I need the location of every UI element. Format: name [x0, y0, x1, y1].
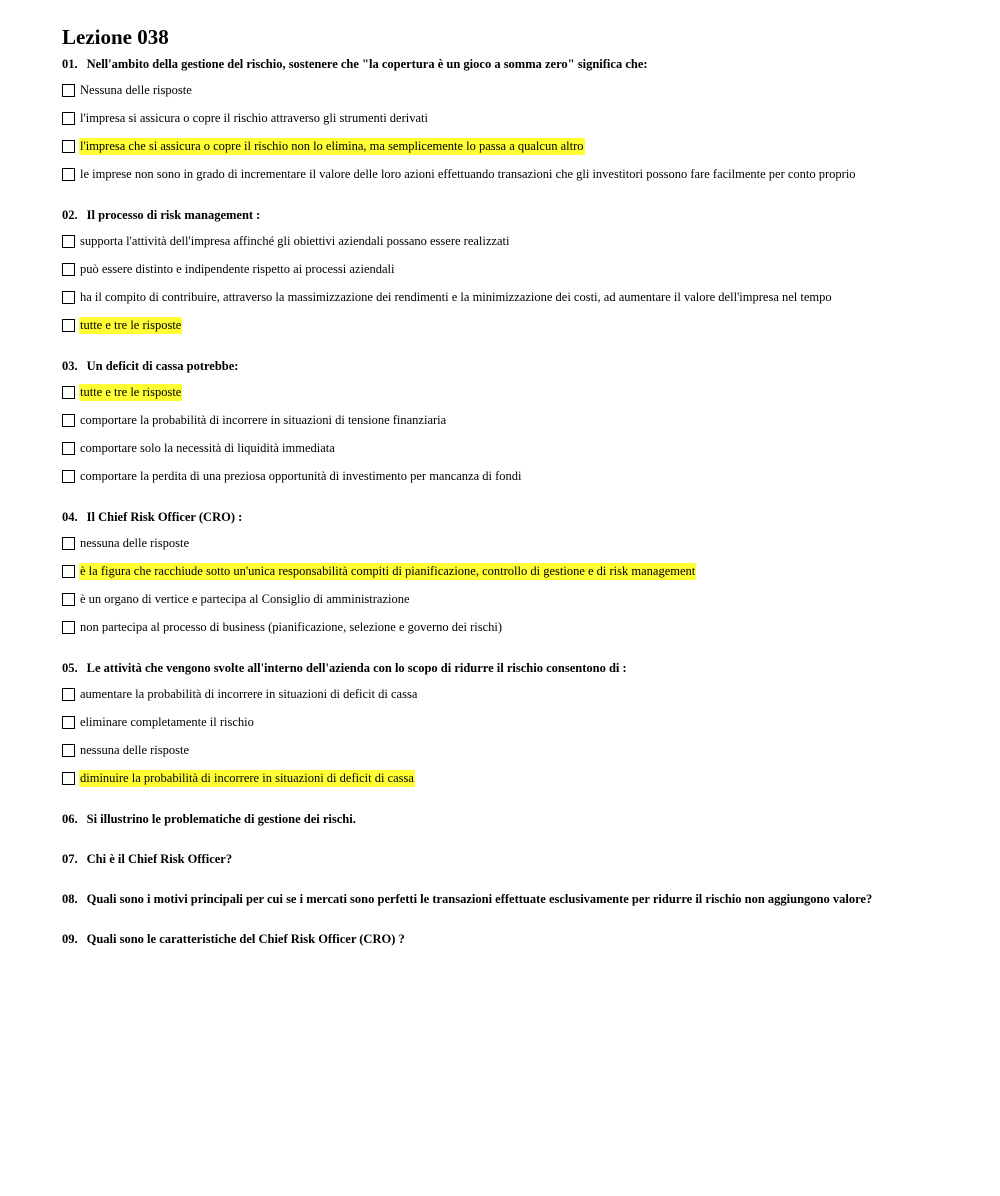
- answer-list-04: [62, 535, 962, 636]
- answer-list-02: [62, 233, 962, 334]
- answer-text: nessuna delle risposte: [80, 536, 190, 550]
- question-text: Quali sono i motivi principali per cui se i mercati sono perfetti le transazioni effettuate esclusivamente per ridurre il rischio non aggiungono valore?: [86, 892, 873, 906]
- question-02: [62, 207, 962, 223]
- answer-option[interactable]: [62, 440, 962, 457]
- checkbox[interactable]: [62, 470, 75, 483]
- answer-option[interactable]: [62, 468, 962, 485]
- question-text: Quali sono le caratteristiche del Chief Risk Officer (CRO) ?: [86, 932, 405, 946]
- document-page: [62, 24, 962, 971]
- answer-option[interactable]: [62, 233, 962, 250]
- answer-text: comportare solo la necessità di liquidità immediata: [80, 441, 335, 455]
- question-number: 07.: [62, 852, 78, 866]
- answer-list-01: [62, 82, 962, 183]
- checkbox[interactable]: [62, 140, 75, 153]
- checkbox[interactable]: [62, 414, 75, 427]
- answer-option[interactable]: [62, 412, 962, 429]
- question-01: [62, 56, 962, 72]
- open-question-07: [62, 851, 962, 867]
- question-text: Le attività che vengono svolte all'interno dell'azienda con lo scopo di ridurre il rischio consentono di :: [86, 661, 627, 675]
- answer-text: le imprese non sono in grado di incrementare il valore delle loro azioni effettuando transazioni che gli investitori possono fare facilmente per conto proprio: [80, 167, 856, 181]
- checkbox[interactable]: [62, 716, 75, 729]
- question-04: [62, 509, 962, 525]
- question-number: 09.: [62, 932, 78, 946]
- answer-text: nessuna delle risposte: [80, 743, 190, 757]
- answer-option[interactable]: [62, 742, 962, 759]
- open-question-09: [62, 931, 962, 947]
- answer-option-correct[interactable]: [62, 138, 962, 155]
- checkbox[interactable]: [62, 235, 75, 248]
- answer-option[interactable]: [62, 110, 962, 127]
- answer-option-correct[interactable]: [62, 384, 962, 401]
- checkbox[interactable]: [62, 168, 75, 181]
- checkbox[interactable]: [62, 688, 75, 701]
- checkbox[interactable]: [62, 263, 75, 276]
- answer-list-05: [62, 686, 962, 787]
- answer-option[interactable]: [62, 619, 962, 636]
- checkbox[interactable]: [62, 537, 75, 550]
- answer-option-correct[interactable]: [62, 563, 962, 580]
- answer-text: eliminare completamente il rischio: [80, 715, 254, 729]
- answer-option[interactable]: [62, 261, 962, 278]
- answer-option[interactable]: [62, 289, 962, 306]
- answer-text: aumentare la probabilità di incorrere in situazioni di deficit di cassa: [80, 687, 418, 701]
- answer-text: non partecipa al processo di business (pianificazione, selezione e governo dei rischi): [80, 620, 503, 634]
- checkbox[interactable]: [62, 291, 75, 304]
- question-text: Un deficit di cassa potrebbe:: [86, 359, 239, 373]
- answer-list-03: [62, 384, 962, 485]
- question-number: 02.: [62, 208, 78, 222]
- checkbox[interactable]: [62, 744, 75, 757]
- question-text: Chi è il Chief Risk Officer?: [86, 852, 233, 866]
- question-text: Si illustrino le problematiche di gestione dei rischi.: [86, 812, 356, 826]
- question-number: 06.: [62, 812, 78, 826]
- answer-text: comportare la probabilità di incorrere in situazioni di tensione finanziaria: [80, 413, 447, 427]
- answer-text: l'impresa si assicura o copre il rischio attraverso gli strumenti derivati: [80, 111, 428, 125]
- question-text: Il Chief Risk Officer (CRO) :: [86, 510, 243, 524]
- question-text: Il processo di risk management :: [86, 208, 261, 222]
- answer-text: può essere distinto e indipendente rispetto ai processi aziendali: [80, 262, 395, 276]
- answer-text: comportare la perdita di una preziosa opportunità di investimento per mancanza di fondi: [80, 469, 522, 483]
- answer-option[interactable]: [62, 686, 962, 703]
- question-number: 01.: [62, 57, 78, 71]
- checkbox[interactable]: [62, 112, 75, 125]
- question-text: Nell'ambito della gestione del rischio, sostenere che "la copertura è un gioco a somma zero" significa che:: [86, 57, 648, 71]
- page-title: Lezione 038: [62, 25, 169, 49]
- answer-text: è un organo di vertice e partecipa al Consiglio di amministrazione: [80, 592, 410, 606]
- open-question-08: [62, 891, 962, 907]
- answer-text-highlighted: tutte e tre le risposte: [80, 385, 182, 399]
- checkbox[interactable]: [62, 319, 75, 332]
- answer-option[interactable]: [62, 591, 962, 608]
- question-number: 08.: [62, 892, 78, 906]
- answer-text-highlighted: tutte e tre le risposte: [80, 318, 182, 332]
- answer-text-highlighted: è la figura che racchiude sotto un'unica responsabilità compiti di pianificazione, controllo di gestione e di risk management: [80, 564, 696, 578]
- checkbox[interactable]: [62, 593, 75, 606]
- checkbox[interactable]: [62, 386, 75, 399]
- answer-option[interactable]: [62, 82, 962, 99]
- answer-option-correct[interactable]: [62, 317, 962, 334]
- checkbox[interactable]: [62, 442, 75, 455]
- open-question-06: [62, 811, 962, 827]
- answer-text: ha il compito di contribuire, attraverso la massimizzazione dei rendimenti e la minimizzazione dei costi, ad aumentare il valore dell'impresa nel tempo: [80, 290, 832, 304]
- question-number: 03.: [62, 359, 78, 373]
- answer-option[interactable]: [62, 535, 962, 552]
- answer-option[interactable]: [62, 166, 962, 183]
- answer-text: supporta l'attività dell'impresa affinché gli obiettivi aziendali possano essere realizzati: [80, 234, 510, 248]
- checkbox[interactable]: [62, 84, 75, 97]
- question-number: 04.: [62, 510, 78, 524]
- checkbox[interactable]: [62, 772, 75, 785]
- question-05: [62, 660, 962, 676]
- answer-text-highlighted: diminuire la probabilità di incorrere in situazioni di deficit di cassa: [80, 771, 414, 785]
- checkbox[interactable]: [62, 621, 75, 634]
- question-number: 05.: [62, 661, 78, 675]
- answer-option-correct[interactable]: [62, 770, 962, 787]
- answer-text-highlighted: l'impresa che si assicura o copre il rischio non lo elimina, ma semplicemente lo passa a qualcun altro: [80, 139, 584, 153]
- question-03: [62, 358, 962, 374]
- answer-option[interactable]: [62, 714, 962, 731]
- answer-text: Nessuna delle risposte: [80, 83, 192, 97]
- checkbox[interactable]: [62, 565, 75, 578]
